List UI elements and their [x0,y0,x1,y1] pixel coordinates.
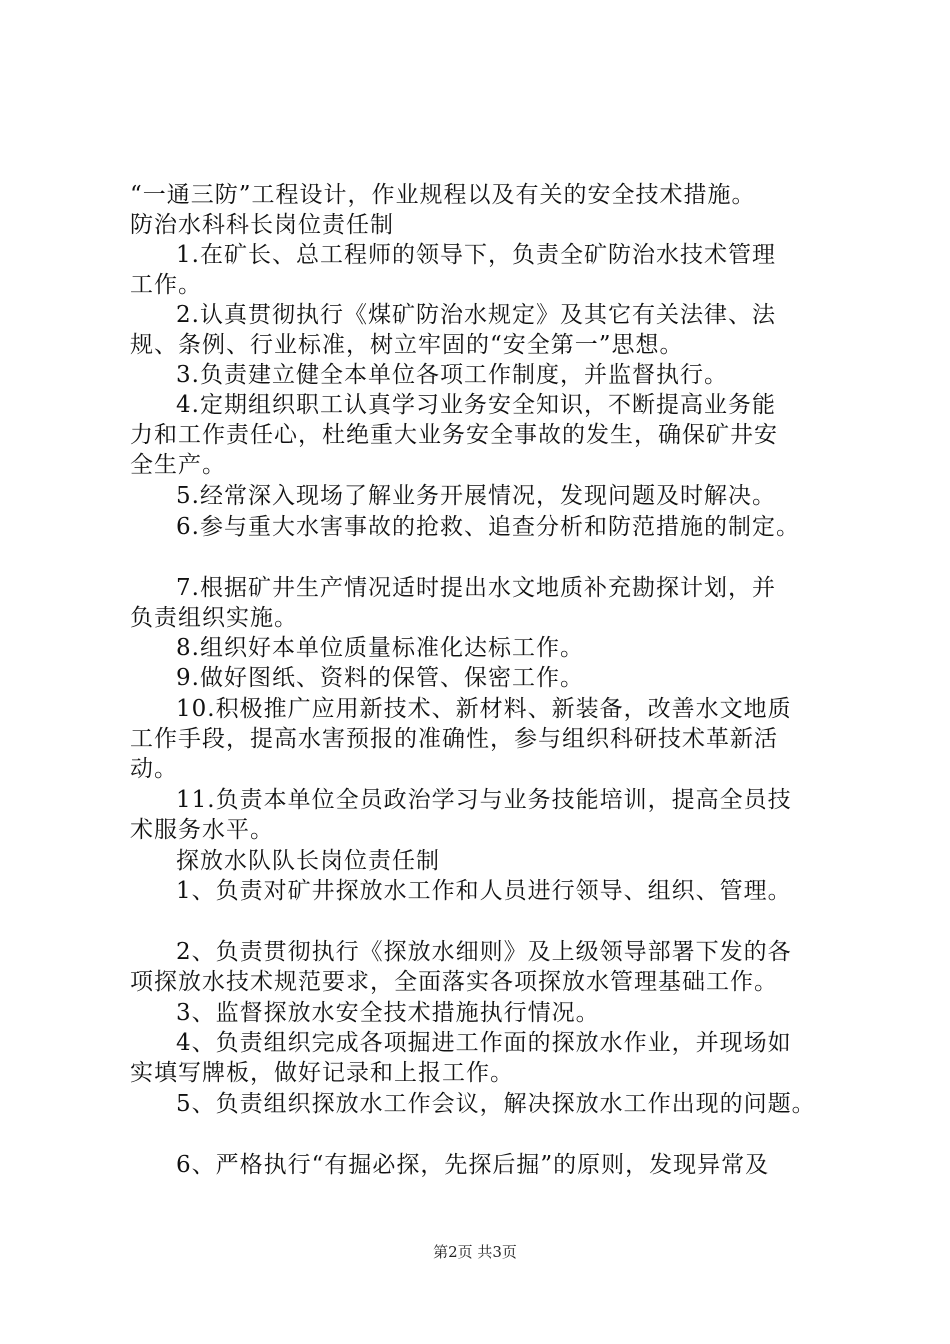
page-number-footer: 第2页 共3页 [433,1243,517,1261]
text-line-9: 力和工作责任心，杜绝重大业务安全事故的发生，确保矿井安 [130,422,778,448]
text-line-17: 10.积极推广应用新技术、新材料、新装备，改善水文地质 [176,696,792,722]
text-line-8: 4.定期组织职工认真学习业务安全知识，不断提高业务能 [176,392,776,418]
text-line-16: 9.做好图纸、资料的保管、保密工作。 [176,665,584,691]
text-line-26: 3、监督探放水安全技术措施执行情况。 [176,1000,600,1026]
text-line-5: 2.认真贯彻执行《煤矿防治水规定》及其它有关法律、法 [176,302,776,328]
text-line-4: 工作。 [130,272,202,298]
text-line-12: 6.参与重大水害事故的抢救、追查分析和防范措施的制定。 [176,514,800,540]
text-line-11: 5.经常深入现场了解业务开展情况，发现问题及时解决。 [176,483,776,509]
text-line-7: 3.负责建立健全本单位各项工作制度，并监督执行。 [176,362,728,388]
text-line-18: 工作手段，提高水害预报的准确性，参与组织科研技术革新活 [130,726,778,752]
text-line-20: 11.负责本单位全员政治学习与业务技能培训，提高全员技 [176,787,792,813]
text-line-10: 全生产。 [130,452,226,478]
section-heading-water-control: 防治水科科长岗位责任制 [130,212,394,238]
text-line-6: 规、条例、行业标准，树立牢固的“安全第一”思想。 [130,332,684,358]
text-line-1: “一通三防”工程设计，作业规程以及有关的安全技术措施。 [130,182,756,208]
text-line-14: 负责组织实施。 [130,605,298,631]
text-line-24: 2、负责贯彻执行《探放水细则》及上级领导部署下发的各 [176,939,792,965]
text-line-13: 7.根据矿井生产情况适时提出水文地质补充勘探计划，并 [176,575,776,601]
text-line-23: 1、负责对矿井探放水工作和人员进行领导、组织、管理。 [176,878,792,904]
text-line-25: 项探放水技术规范要求，全面落实各项探放水管理基础工作。 [130,969,778,995]
text-line-28: 实填写牌板，做好记录和上报工作。 [130,1060,514,1086]
text-line-27: 4、负责组织完成各项掘进工作面的探放水作业，并现场如 [176,1030,792,1056]
text-line-21: 术服务水平。 [130,817,274,843]
section-heading-drainage-team: 探放水队队长岗位责任制 [176,848,440,874]
text-line-15: 8.组织好本单位质量标准化达标工作。 [176,635,584,661]
text-line-30: 6、严格执行“有掘必探，先探后掘”的原则，发现异常及 [176,1152,770,1178]
text-line-3: 1.在矿长、总工程师的领导下，负责全矿防治水技术管理 [176,242,776,268]
text-line-29: 5、负责组织探放水工作会议，解决探放水工作出现的问题。 [176,1091,816,1117]
text-line-19: 动。 [130,756,178,782]
